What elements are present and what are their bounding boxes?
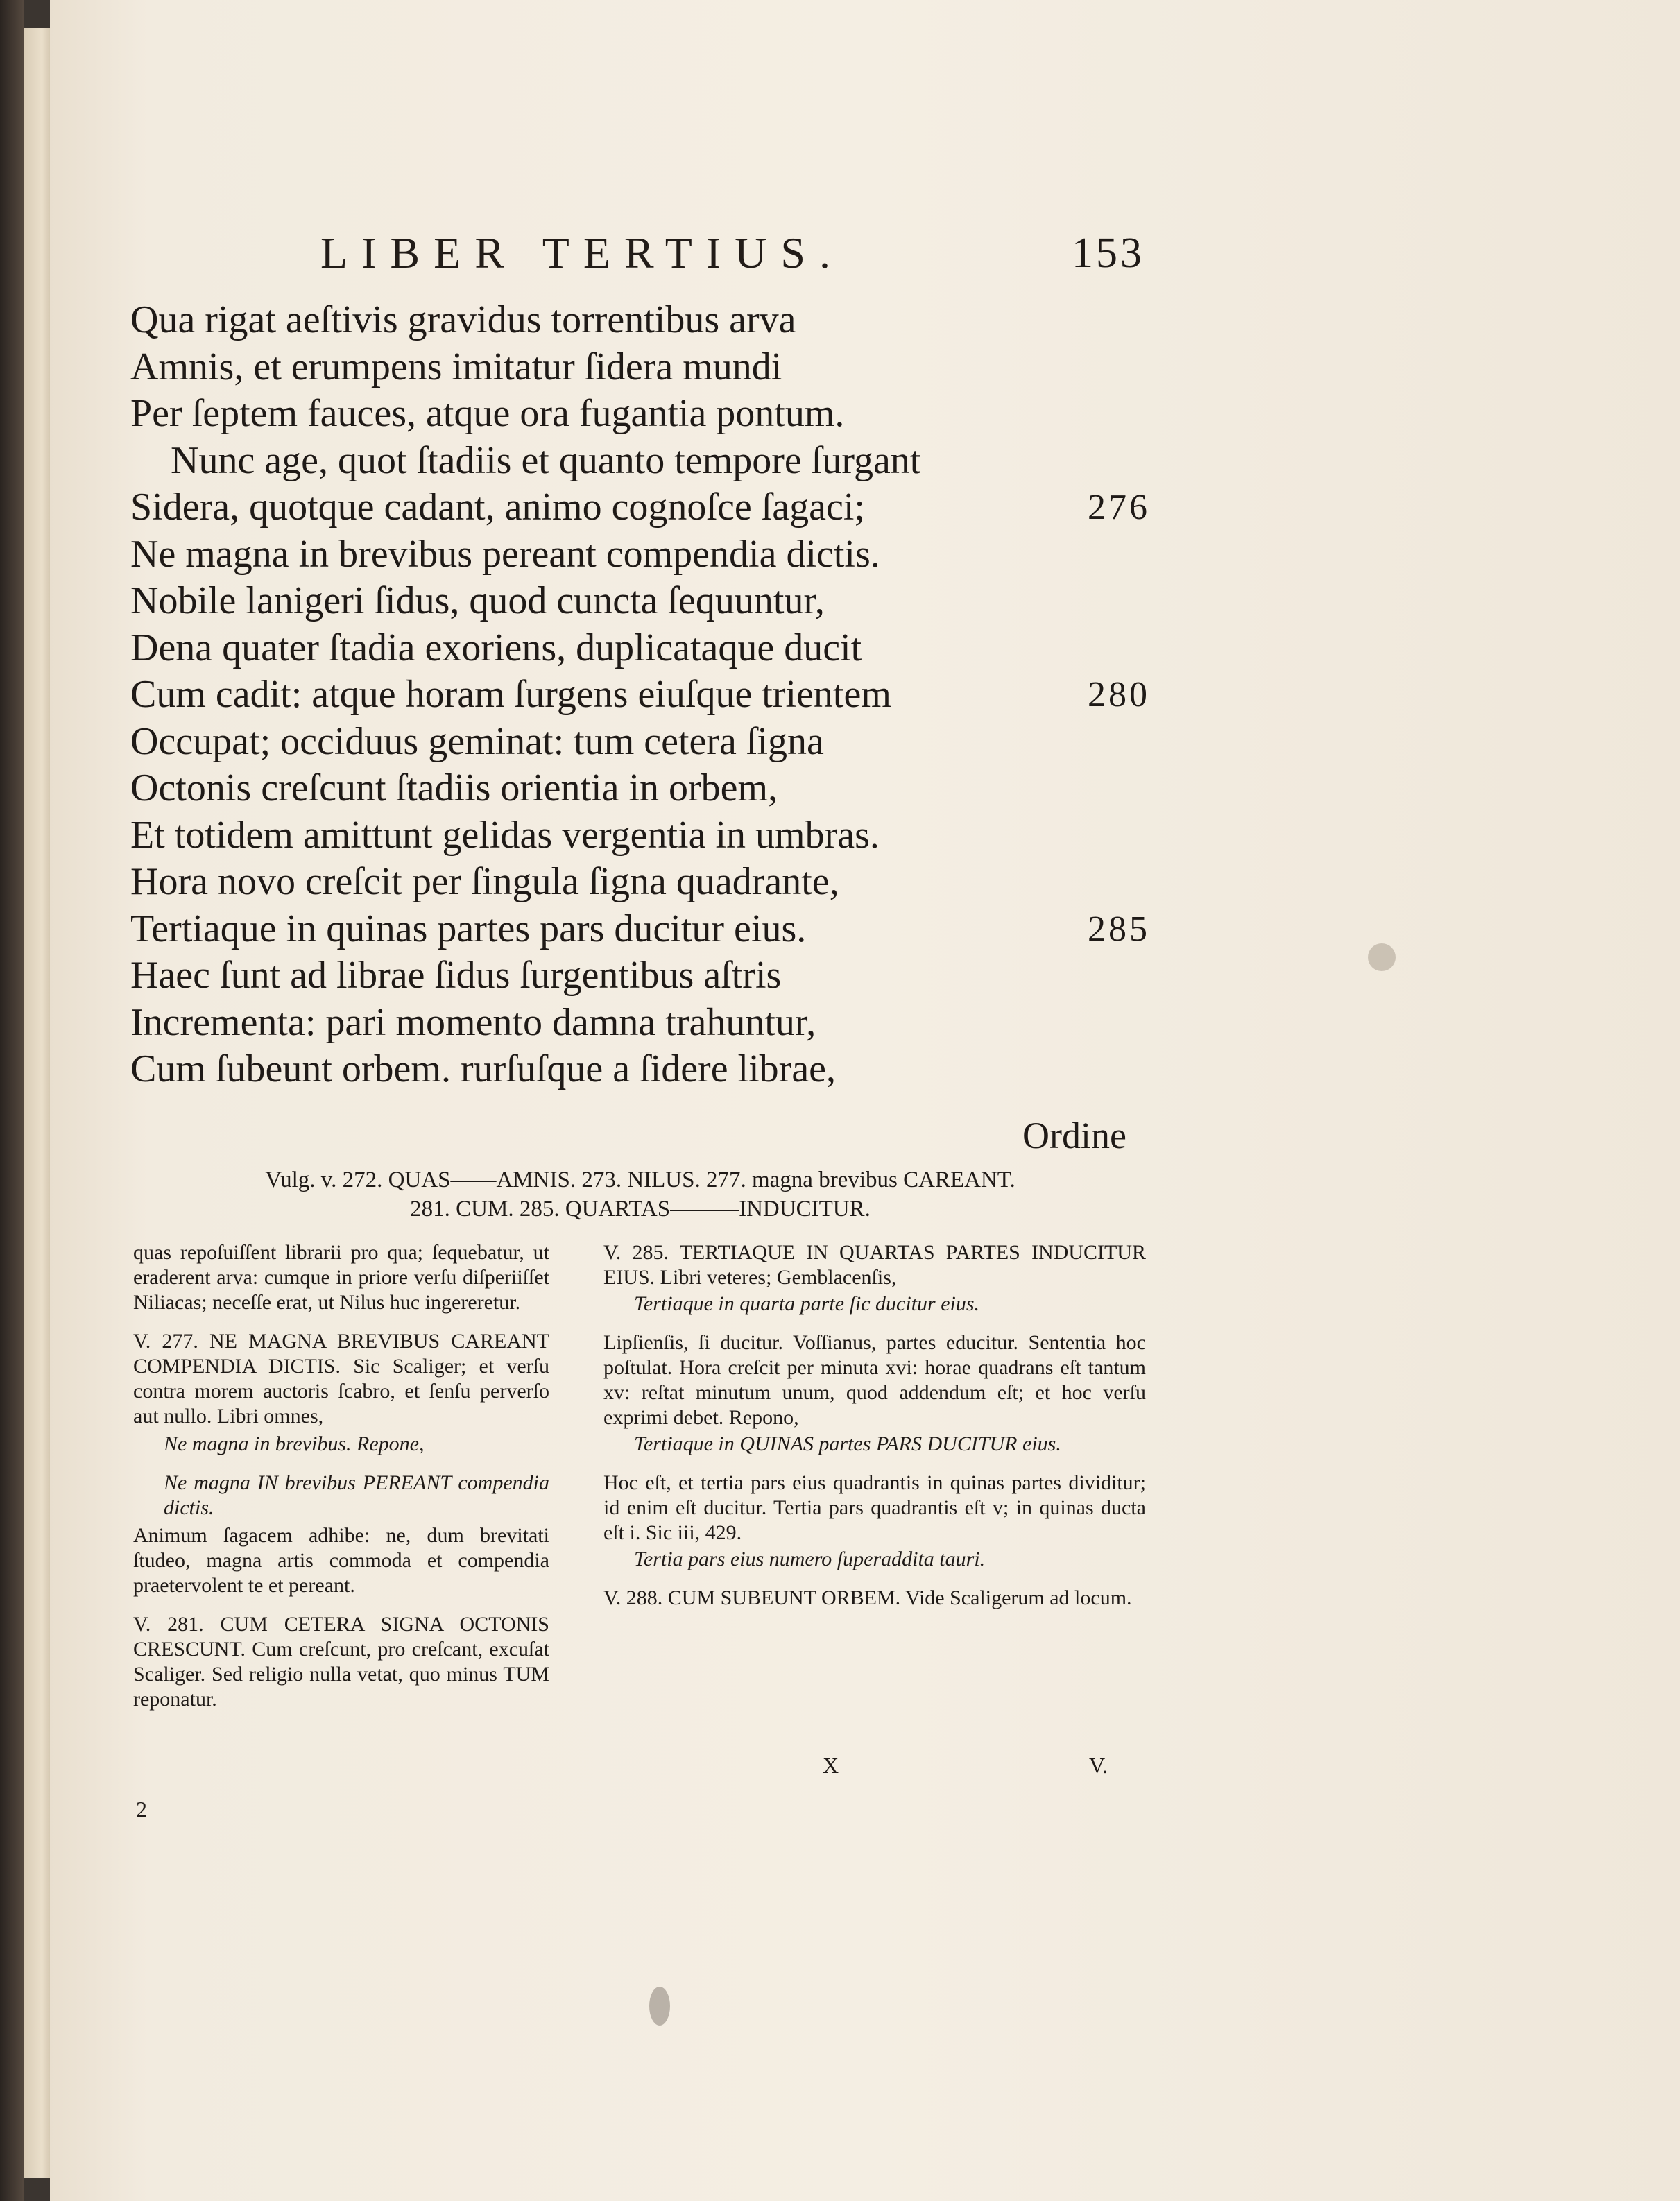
variant-line: 281. CUM. 285. QUARTAS———INDUCITUR. (410, 1197, 871, 1222)
verse-text: Cum ſubeunt orbem. rurſuſque a ſidere librae, (130, 1047, 837, 1090)
verse-text: Octonis creſcunt ſtadiis orientia in orbem, (130, 767, 778, 810)
note-paragraph: Hoc eſt, et tertia pars eius quadrantis in quinas partes dividitur; id enim eſt ducitur. Tertia pars quadrantis eſt v; in quinas ducta eſt i. Sic iii, 429. (603, 1471, 1146, 1544)
variant-line: Vulg. v. 272. QUAS——AMNIS. 273. NILUS. 277. magna brevibus CAREANT. (265, 1167, 1015, 1192)
verse-line (130, 906, 1150, 953)
note-paragraph: Animum ſagacem adhibe: ne, dum brevitati ſtudeo, magna artis commoda et compendia praetervolent te et pereant. (133, 1524, 549, 1597)
verse-line (130, 859, 1150, 906)
verse-line (130, 671, 1150, 719)
signature-mark: X (823, 1753, 839, 1778)
verse-text: Incrementa: pari momento damna trahuntur, (130, 1000, 816, 1044)
verse-text: Dena quater ſtadia exoriens, duplicataque ducit (130, 626, 862, 669)
note-quote: Ne magna in brevibus. Repone, (164, 1432, 425, 1455)
verse-line (130, 812, 1150, 859)
verse-line (130, 391, 1150, 438)
line-number: 280 (1088, 675, 1150, 714)
verse-line (130, 344, 1150, 391)
verse-text: Qua rigat aeſtivis gravidus torrentibus arva (130, 298, 796, 341)
book-spine (0, 0, 24, 2201)
note-paragraph: V. 285. TERTIAQUE IN QUARTAS PARTES INDUCITUR EIUS. Libri veteres; Gemblacenſis, (603, 1241, 1146, 1289)
page-catchword: V. (1089, 1753, 1108, 1778)
verse-line (130, 952, 1150, 1000)
verse-text: Per ſeptem fauces, atque ora fugantia pontum. (130, 392, 845, 435)
verse-line (130, 438, 1150, 485)
paper-stain (1368, 943, 1396, 971)
verse-text: Sidera, quotque cadant, animo cognoſce ſagaci; (130, 486, 865, 529)
poem-text (130, 297, 1150, 1093)
running-header (272, 221, 1174, 283)
note-quote: Tertiaque in QUINAS partes PARS DUCITUR eius. (634, 1432, 1061, 1455)
verse-text: Amnis, et erumpens imitatur ſidera mundi (130, 345, 782, 388)
verse-text: Ne magna in brevibus pereant compendia dictis. (130, 532, 880, 576)
line-number: 276 (1088, 488, 1150, 527)
verse-text: Haec ſunt ad librae ſidus ſurgentibus aſtris (130, 954, 782, 997)
running-title: LIBER TERTIUS. (320, 228, 844, 277)
notes-right-column (603, 1240, 1146, 1625)
verse-line (130, 1000, 1150, 1047)
verse-line (130, 1046, 1150, 1093)
note-paragraph: V. 288. CUM SUBEUNT ORBEM. Vide Scaligerum ad locum. (603, 1586, 1132, 1609)
note-quote: Tertia pars eius numero ſuperaddita tauri. (634, 1548, 986, 1570)
verse-line (130, 578, 1150, 625)
verse-text: Hora novo creſcit per ſingula ſigna quadrante, (130, 860, 839, 903)
variant-readings (179, 1165, 1102, 1224)
verse-text: Nobile lanigeri ſidus, quod cuncta ſequuntur, (130, 579, 825, 622)
poem-catchword: Ordine (1022, 1115, 1126, 1156)
line-number: 285 (1088, 909, 1150, 949)
page-number: 153 (1072, 230, 1145, 277)
verse-line (130, 625, 1150, 672)
verse-line (130, 765, 1150, 812)
verse-text: Nunc age, quot ſtadiis et quanto tempore ſurgant (171, 438, 921, 482)
note-quote: Tertiaque in quarta parte ſic ducitur eius. (634, 1292, 980, 1315)
note-paragraph: V. 281. CUM CETERA SIGNA OCTONIS CRESCUNT. Cum creſcunt, pro creſcant, excuſat Scaliger. Sed religio nulla vetat, quo minus TUM reponatur. (133, 1613, 549, 1711)
notes-left-column (133, 1240, 549, 1726)
paper-stain (649, 1987, 670, 2026)
note-quote: Ne magna IN brevibus PEREANT compendia dictis. (164, 1471, 549, 1519)
note-paragraph: Lipſienſis, ſi ducitur. Voſſianus, partes educitur. Sententia hoc poſtulat. Hora creſcit per minuta xvi: horae quadrans eſt tantum xv: reſtat minutum unum, quod addendum eſt; et hoc verſu exprimi debet. Repono, (603, 1331, 1146, 1429)
verse-line (130, 531, 1150, 579)
verse-line (130, 719, 1150, 766)
gathering-number: 2 (136, 1797, 147, 1822)
note-paragraph: quas repoſuiſſent librarii pro qua; ſequebatur, ut eraderent arva: cumque in priore verſu diſperiiſſet Niliacas; neceſſe erat, ut Nilus huc ingereretur. (133, 1241, 549, 1314)
verse-text: Et totidem amittunt gelidas vergentia in umbras. (130, 813, 880, 857)
note-paragraph: V. 277. NE MAGNA BREVIBUS CAREANT COMPENDIA DICTIS. Sic Scaliger; et verſu contra morem auctoris ſcabro, et ſenſu perverſo aut nullo. Libri omnes, (133, 1330, 549, 1428)
verse-line (130, 297, 1150, 344)
verse-text: Occupat; occiduus geminat: tum cetera ſigna (130, 719, 824, 763)
verse-text: Tertiaque in quinas partes pars ducitur eius. (130, 907, 807, 950)
verse-line (130, 484, 1150, 531)
verse-text: Cum cadit: atque horam ſurgens eiuſque trientem (130, 673, 891, 716)
